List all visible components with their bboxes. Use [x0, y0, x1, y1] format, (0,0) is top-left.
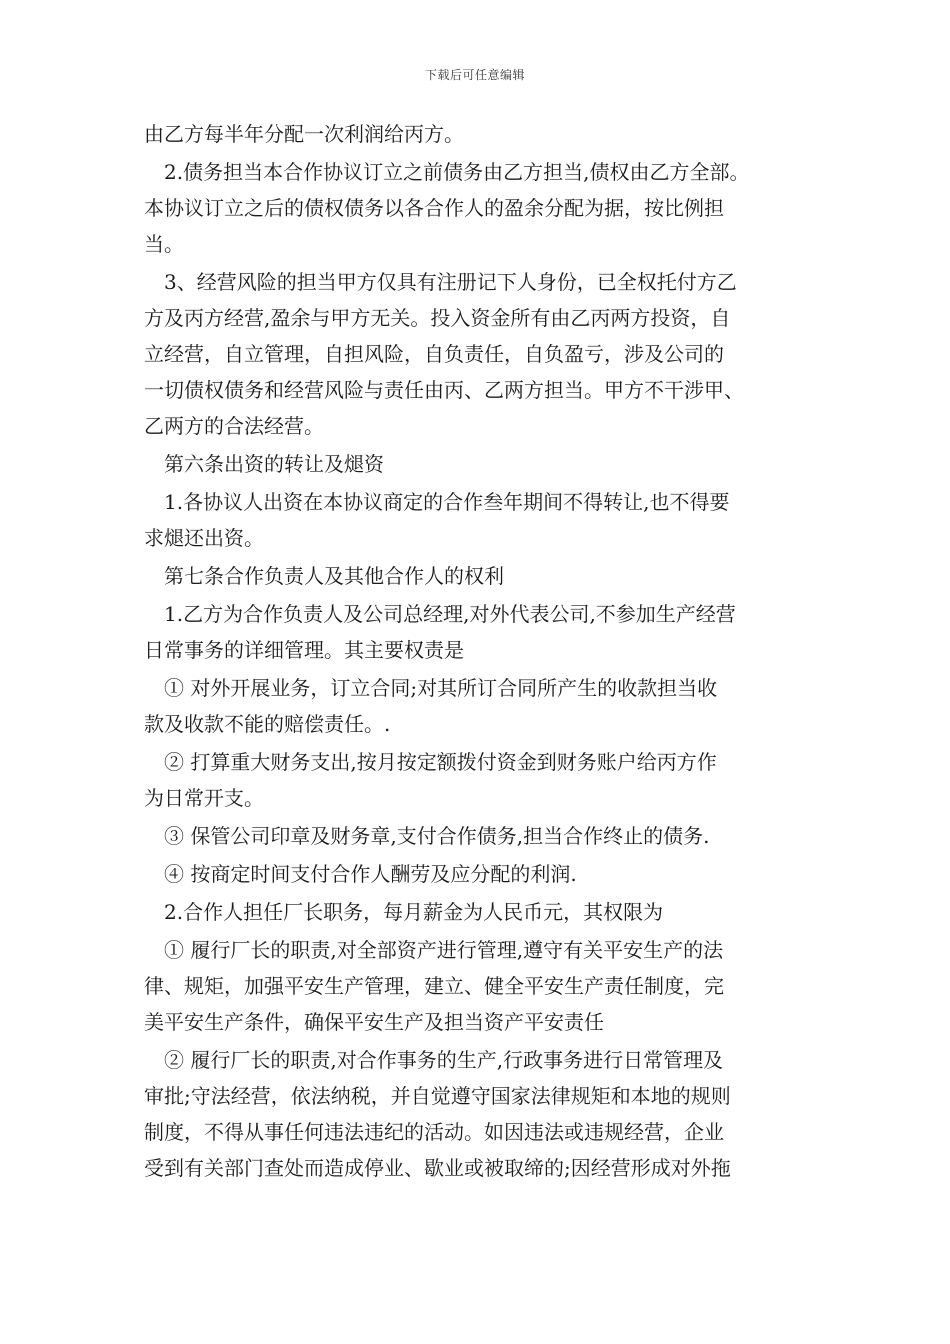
text-line: ③ 保管公司印章及财务章,支付合作债务,担当合作终止的债务.: [144, 824, 710, 848]
text-line: ② 履行厂长的职责,对合作事务的生产,行政事务进行日常管理及: [144, 1048, 724, 1072]
text-line: 2.合作人担任厂长职务，每月薪金为人民币元，其权限为: [144, 900, 664, 924]
section-heading: 第六条出资的转让及煺资: [144, 452, 384, 476]
text-line: 1.各协议人出资在本协议商定的合作叁年期间不得转让,也不得要: [144, 490, 730, 514]
article-seven-heading: [144, 558, 814, 594]
text-line: 日常事务的详细管理。其主要权责是: [144, 638, 464, 662]
director-duty-1: [144, 932, 814, 1040]
text-line: 一切债权债务和经营风险与责任由丙、乙两方担当。甲方不干涉甲、: [144, 378, 744, 402]
paragraph-profit-distribution: [144, 116, 814, 152]
text-line: 当。: [144, 232, 184, 256]
document-body: [144, 116, 814, 1186]
text-line: 求煺还出资。: [144, 526, 264, 550]
text-line: 由乙方每半年分配一次利润给丙方。: [144, 122, 464, 146]
text-line: ① 对外开展业务，订立合同;对其所订合同所产生的收款担当收: [144, 676, 718, 700]
text-line: 方及丙方经营,盈余与甲方无关。投入资金所有由乙丙两方投资，自: [144, 306, 731, 330]
article-six-heading: [144, 446, 814, 482]
paragraph-transfer-restriction: [144, 484, 814, 556]
text-line: 美平安生产条件，确保平安生产及担当资产平安责任: [144, 1010, 604, 1034]
text-line: 立经营，自立管理，自担风险，自负责任，自负盈亏，涉及公司的: [144, 342, 724, 366]
list-item-1: [144, 670, 814, 742]
text-line: 本协议订立之后的债权债务以各合作人的盈余分配为据，按比例担: [144, 196, 724, 220]
text-line: ② 打算重大财务支出,按月按定额拨付资金到财务账户给丙方作: [144, 750, 717, 774]
text-line: 受到有关部门查处而造成停业、歇业或被取缔的;因经营形成对外拖: [144, 1156, 731, 1180]
section-heading: 第七条合作负责人及其他合作人的权利: [144, 564, 504, 588]
text-line: 律、规矩，加强平安生产管理，建立、健全平安生产责任制度，完: [144, 974, 724, 998]
text-line: 3、经营风险的担当甲方仅具有注册记下人身份，已全权托付方乙: [144, 270, 737, 294]
text-line: 制度，不得从事任何违法违纪的活动。如因违法或违规经营，企业: [144, 1120, 724, 1144]
list-item-4: [144, 856, 814, 892]
text-line: ① 履行厂长的职责,对全部资产进行管理,遵守有关平安生产的法: [144, 938, 724, 962]
text-line: 1.乙方为合作负责人及公司总经理,对外代表公司,不参加生产经营: [144, 602, 736, 626]
paragraph-debt-bearing: [144, 154, 814, 262]
paragraph-factory-director: [144, 894, 814, 930]
list-item-2: [144, 744, 814, 816]
text-line: 款及收款不能的赔偿责任。.: [144, 712, 391, 736]
paragraph-general-manager: [144, 596, 814, 668]
list-item-3: [144, 818, 814, 854]
text-line: 乙两方的合法经营。: [144, 414, 324, 438]
text-line: 为日常开支。: [144, 786, 264, 810]
text-line: ④ 按商定时间支付合作人酬劳及应分配的利润.: [144, 862, 577, 886]
page-header: 下载后可任意编辑: [424, 68, 525, 82]
paragraph-operating-risk: [144, 264, 814, 444]
text-line: 审批;守法经营，依法纳税，并自觉遵守国家法律规矩和本地的规则: [144, 1084, 731, 1108]
director-duty-2: [144, 1042, 814, 1186]
text-line: 2.债务担当本合作协议订立之前债务由乙方担当,债权由乙方全部。: [144, 160, 750, 184]
